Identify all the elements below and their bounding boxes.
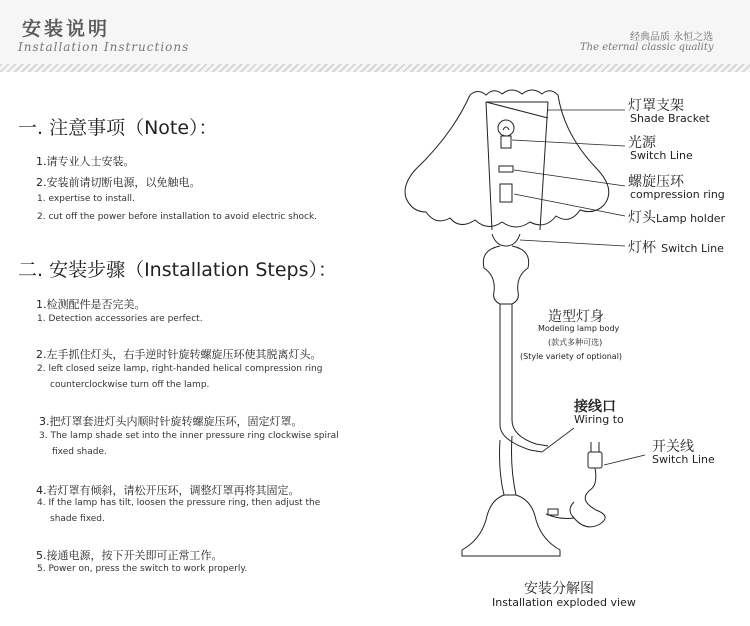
label-body-cn: 造型灯身 <box>548 309 604 325</box>
label-lamp-cup-cn: 灯杯 <box>628 240 656 256</box>
label-shade-bracket-cn: 灯罩支架 <box>628 98 684 114</box>
note-item-1-cn: 1.请专业人士安装。 <box>36 155 135 168</box>
label-body-cn-note: (款式多种可选) <box>548 338 603 347</box>
steps-heading: 二. 安装步骤（Installation Steps）： <box>18 259 338 281</box>
leader-lamp-cup <box>520 240 625 246</box>
lamp-lower-stem <box>500 436 517 495</box>
lamp-holder <box>500 184 512 202</box>
switch-cable <box>546 468 605 527</box>
step-5-en: 5. Power on, press the switch to work properly. <box>37 564 248 574</box>
note-heading: 一. 注意事项（Note）： <box>18 117 218 139</box>
bulb-base <box>501 136 511 148</box>
label-lamp-holder-en: Lamp holder <box>656 212 726 225</box>
lamp-arm <box>500 420 548 452</box>
step-2-en-line1: 2. left closed seize lamp, right-handed helical compression ring <box>37 364 323 374</box>
step-5-cn: 5.接通电源，按下开关即可正常工作。 <box>36 549 223 562</box>
lamp-neck <box>483 246 528 304</box>
label-shade-bracket-en: Shade Bracket <box>630 112 710 125</box>
step-1-en: 1. Detection accessories are perfect. <box>37 314 203 324</box>
step-3-en-line2: fixed shade. <box>52 447 107 457</box>
bulb-filament <box>503 127 509 130</box>
step-2-en-line2: counterclockwise turn off the lamp. <box>50 380 210 390</box>
label-light-source-en: Switch Line <box>630 149 693 162</box>
compression-ring <box>499 166 513 172</box>
step-2-cn: 2.左手抓住灯头，右手逆时针旋转螺旋压环使其脱离灯头。 <box>36 348 322 361</box>
lamp-stem <box>500 304 512 425</box>
label-body-en-note: (Style variety of optional) <box>520 352 623 361</box>
page-title: 安装说明 <box>22 18 111 40</box>
plug-prongs <box>591 442 599 452</box>
leader-switch <box>604 455 645 465</box>
label-wiring-cn: 接线口 <box>574 399 616 415</box>
label-switch-en: Switch Line <box>652 453 715 466</box>
note-item-1-en: 1. expertise to install. <box>37 194 135 204</box>
note-item-2-en: 2. cut off the power before installation to avoid electric shock. <box>37 212 318 222</box>
label-lamp-cup-en: Switch Line <box>661 242 724 255</box>
label-lamp-holder <box>628 207 725 227</box>
note-item-2-cn: 2.安装前请切断电源，以免触电。 <box>36 176 201 189</box>
label-wiring-en: Wiring to <box>574 413 624 426</box>
bulb <box>498 120 514 136</box>
brand-slogan: 经典品质 永恒之选 <box>630 32 714 43</box>
label-body-en: Modeling lamp body <box>538 324 620 333</box>
shade-bracket <box>486 102 548 230</box>
step-1-cn: 1.检测配件是否完美。 <box>36 298 146 311</box>
brand-slogan-en: The eternal classic quality <box>580 42 714 53</box>
plug <box>588 452 602 468</box>
leader-compression-ring <box>514 170 625 186</box>
step-4-en-line1: 4. If the lamp has tilt, loosen the pressure ring, then adjust the <box>37 498 321 508</box>
lamp-base <box>462 495 560 556</box>
label-lamp-cup <box>628 237 724 257</box>
diagram-caption-en: Installation exploded view <box>492 596 636 609</box>
step-3-en-line1: 3. The lamp shade set into the inner pressure ring clockwise spiral <box>39 431 339 441</box>
label-lamp-holder-cn: 灯头 <box>628 210 656 226</box>
step-3-cn: 3.把灯罩套进灯头内顺时针旋转螺旋压环，固定灯罩。 <box>39 415 303 428</box>
label-compression-ring-en: compression ring <box>630 188 725 201</box>
step-4-cn: 4.若灯罩有倾斜，请松开压环，调整灯罩再将其固定。 <box>36 484 300 497</box>
inline-switch <box>548 509 558 515</box>
lamp-cup <box>492 234 520 246</box>
leader-wiring <box>542 428 574 452</box>
diagram-caption-cn: 安装分解图 <box>524 581 594 597</box>
label-light-source-cn: 光源 <box>628 135 656 151</box>
page-subtitle: Installation Instructions <box>18 40 190 54</box>
leader-light-source <box>512 140 625 146</box>
label-switch-cn: 开关线 <box>652 439 694 455</box>
step-4-en-line2: shade fixed. <box>50 514 105 524</box>
label-compression-ring-cn: 螺旋压环 <box>628 174 684 190</box>
